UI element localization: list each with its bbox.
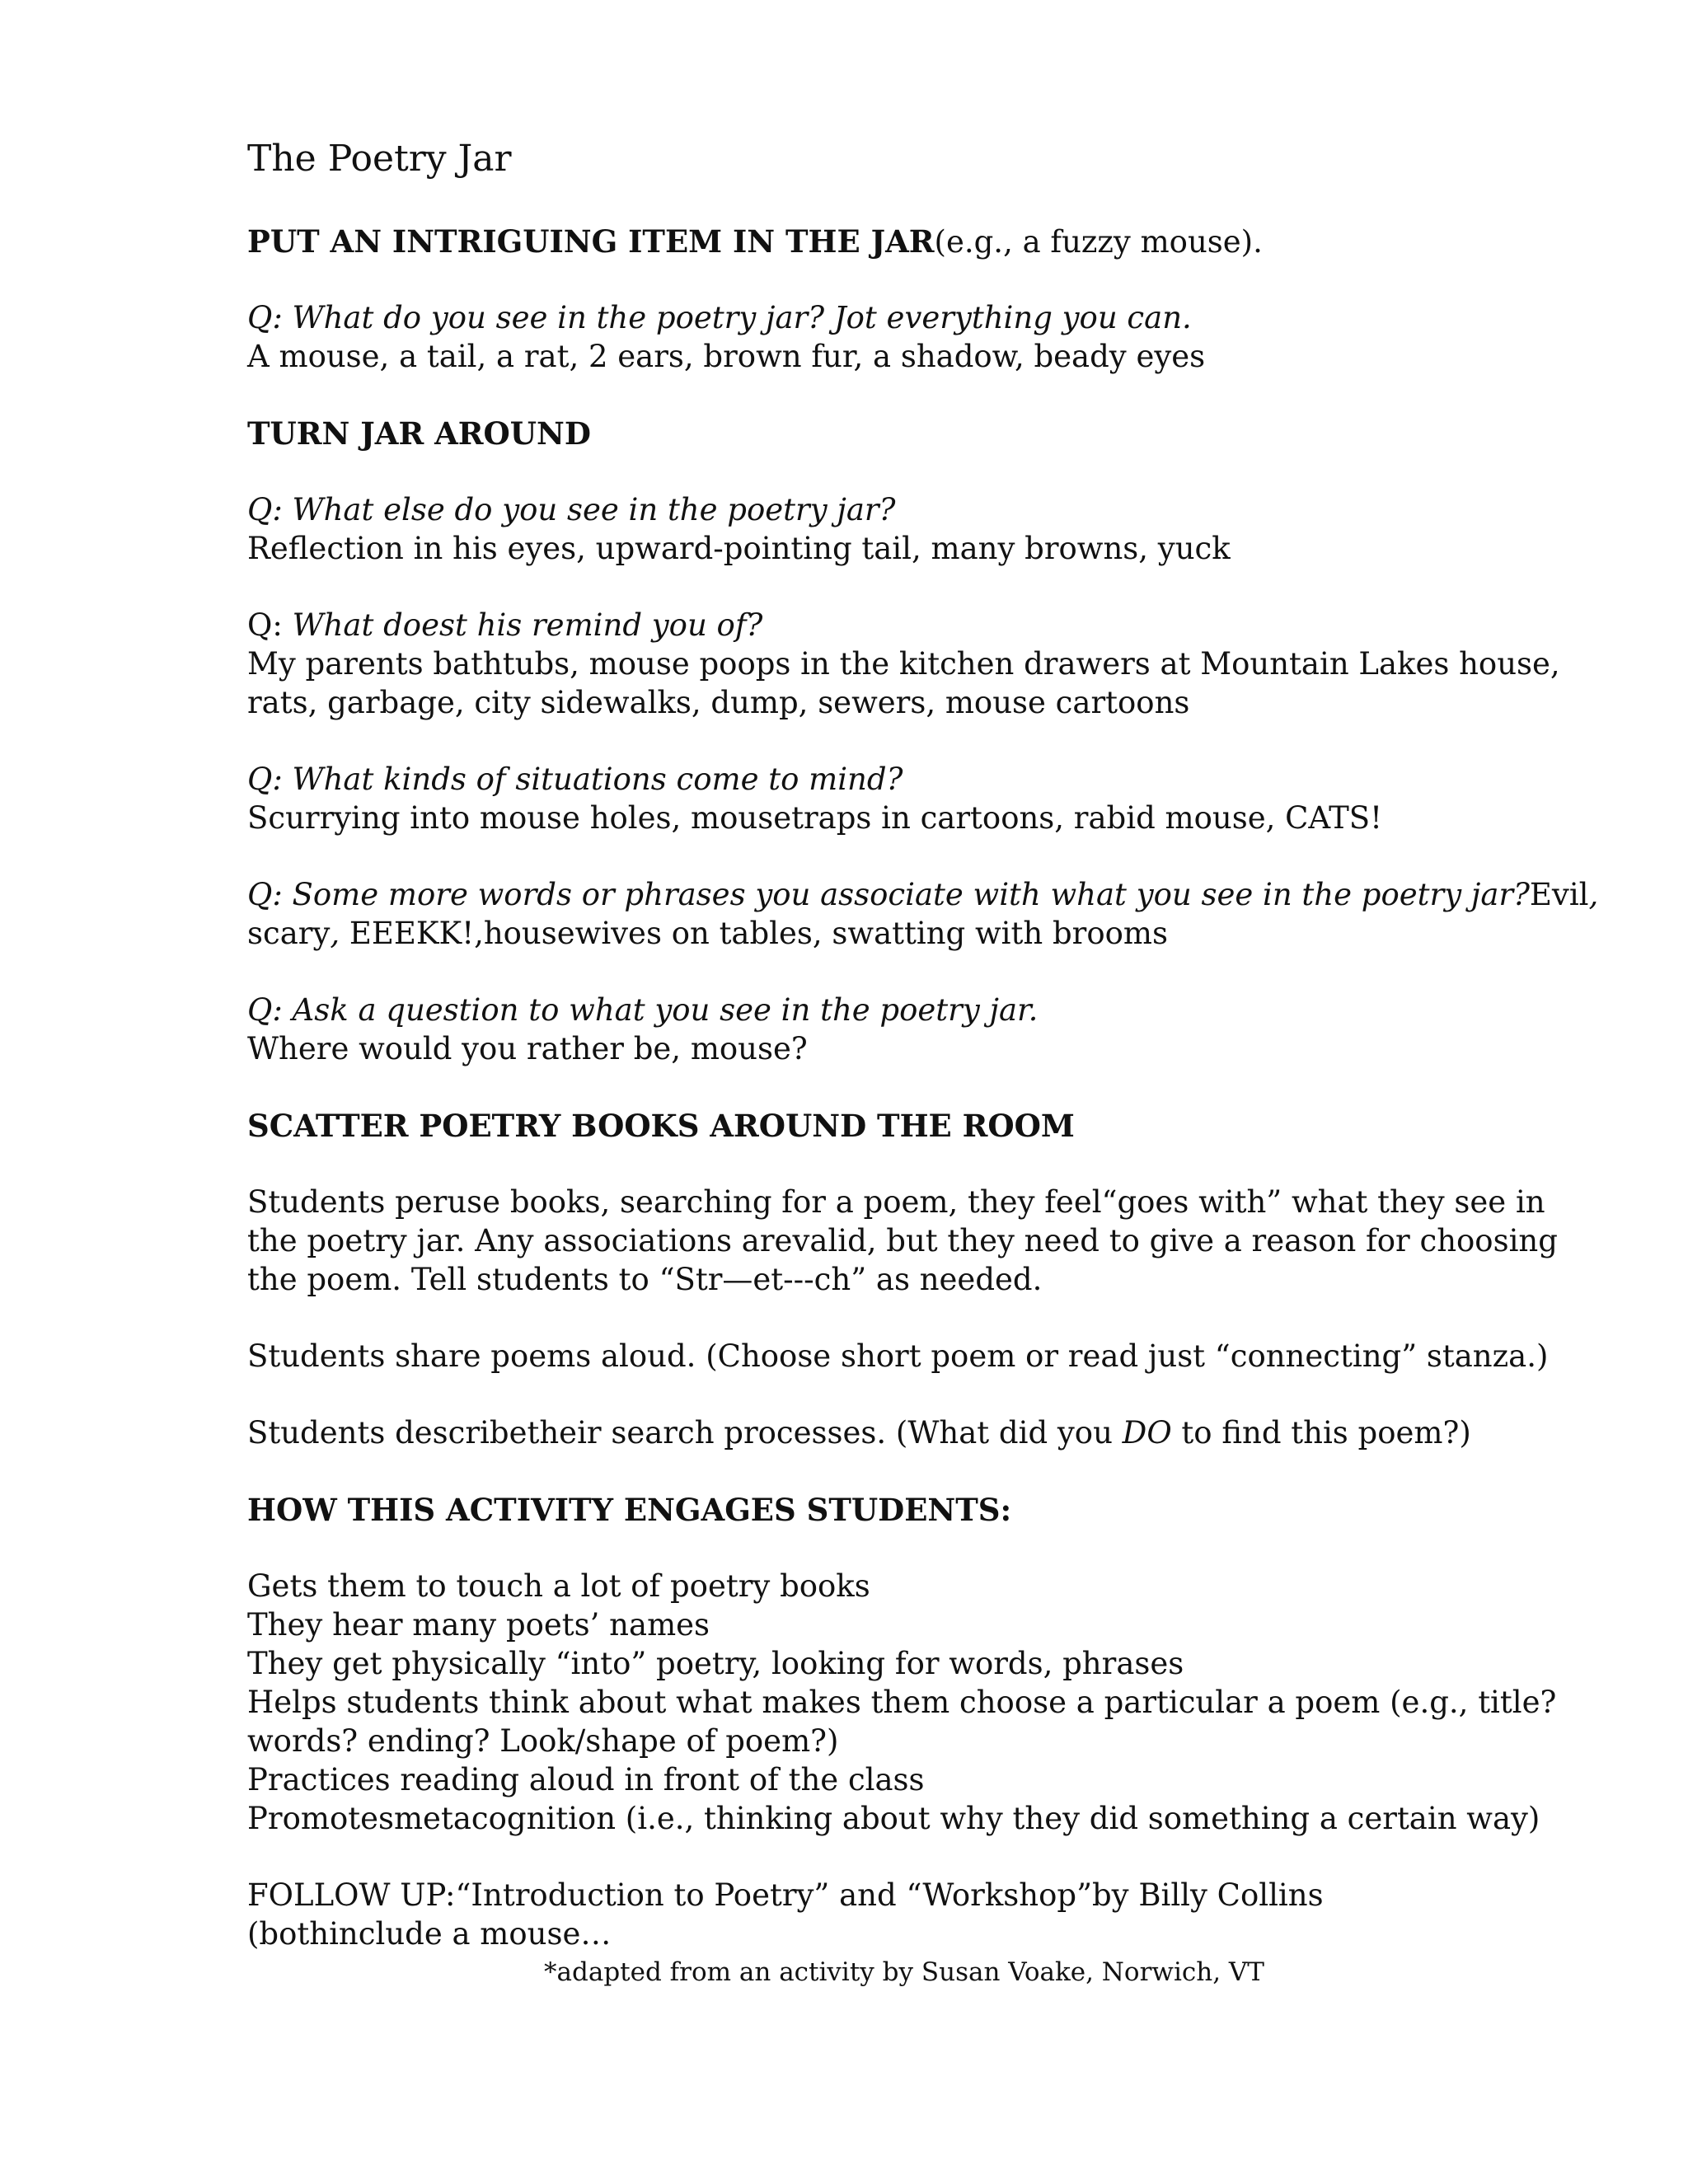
benefit-item: They get physically “into” poetry, looking for words, phrases: [247, 1646, 1184, 1681]
benefit-item: Gets them to touch a lot of poetry books: [247, 1568, 870, 1604]
step-put-item-heading: PUT AN INTRIGUING ITEM IN THE JAR: [247, 223, 935, 260]
page-title: The Poetry Jar: [247, 138, 512, 180]
question-associations-text: Q: Some more words or phrases you associate with what you see in the poetry jar?: [247, 877, 1530, 912]
answer-what-do-you-see: A mouse, a tail, a rat, 2 ears, brown fur, a shadow, beady eyes: [247, 339, 1206, 374]
follow-up-line-1: FOLLOW UP:“Introduction to Poetry” and “Workshop”by Billy Collins: [247, 1877, 1324, 1913]
question-what-do-you-see: Q: What do you see in the poetry jar? Jot everything you can.: [247, 300, 1192, 335]
follow-up-line-2: (bothinclude a mouse…: [247, 1916, 612, 1952]
step-turn-jar-heading: TURN JAR AROUND: [247, 415, 591, 452]
answer-what-else: Reflection in his eyes, upward-pointing tail, many browns, yuck: [247, 531, 1231, 566]
benefit-item: words? ending? Look/shape of poem?): [247, 1723, 839, 1759]
answer-associations-scary: scary: [247, 916, 331, 951]
attribution-text: *adapted from an activity by Susan Voake, Norwich, VT: [544, 1957, 1264, 1987]
answer-associations-start: Evil: [1529, 877, 1589, 912]
answer-associations-comma-2: ,: [330, 916, 340, 951]
answer-associations-line-2: [247, 915, 1168, 953]
question-prefix: Q:: [247, 607, 293, 643]
paragraph-peruse-line-1: Students peruse books, searching for a poem, they feel“goes with” what they see in: [247, 1184, 1545, 1220]
paragraph-search-emphasis: DO: [1122, 1415, 1172, 1451]
paragraph-search-after: to find this poem?): [1171, 1415, 1471, 1451]
step-engages-heading: HOW THIS ACTIVITY ENGAGES STUDENTS:: [247, 1492, 1012, 1528]
attribution-footer: [0, 1956, 1688, 1989]
question-remind-text: What doest his remind you of?: [292, 607, 763, 643]
benefit-item: They hear many poets’ names: [247, 1607, 710, 1643]
step-put-item-note: (e.g., a fuzzy mouse).: [934, 224, 1263, 260]
answer-remind-line-1: My parents bathtubs, mouse poops in the kitchen drawers at Mountain Lakes house,: [247, 646, 1560, 682]
answer-associations-comma: ,: [1588, 877, 1599, 912]
answer-situations: Scurrying into mouse holes, mousetraps in cartoons, rabid mouse, CATS!: [247, 800, 1383, 836]
benefit-item: Promotesmetacognition (i.e., thinking about why they did something a certain way): [247, 1801, 1540, 1836]
paragraph-search-before: Students describetheir search processes. (What did you: [247, 1415, 1123, 1451]
question-what-else: Q: What else do you see in the poetry jar?: [247, 492, 896, 527]
paragraph-peruse-line-2: the poetry jar. Any associations arevalid, but they need to give a reason for choosing: [247, 1223, 1558, 1258]
paragraph-search-processes: [247, 1414, 1471, 1452]
paragraph-peruse-line-3: the poem. Tell students to “Str—et---ch” as needed.: [247, 1262, 1043, 1297]
step-scatter-books-heading: SCATTER POETRY BOOKS AROUND THE ROOM: [247, 1108, 1075, 1144]
question-ask-question: Q: Ask a question to what you see in the poetry jar.: [247, 992, 1039, 1028]
answer-remind-line-2: rats, garbage, city sidewalks, dump, sewers, mouse cartoons: [247, 685, 1190, 720]
question-remind-you-of: [247, 607, 762, 644]
step-put-item: [247, 223, 1263, 261]
answer-ask-question: Where would you rather be, mouse?: [247, 1031, 808, 1066]
question-situations: Q: What kinds of situations come to mind?: [247, 762, 903, 797]
benefit-item: Helps students think about what makes them choose a particular a poem (e.g., title?: [247, 1685, 1557, 1720]
answer-associations-rest: EEEKK!,housewives on tables, swatting with brooms: [340, 916, 1168, 951]
paragraph-share-poems: Students share poems aloud. (Choose short poem or read just “connecting” stanza.): [247, 1338, 1549, 1374]
benefit-item: Practices reading aloud in front of the class: [247, 1762, 925, 1797]
question-associations: [247, 876, 1598, 914]
